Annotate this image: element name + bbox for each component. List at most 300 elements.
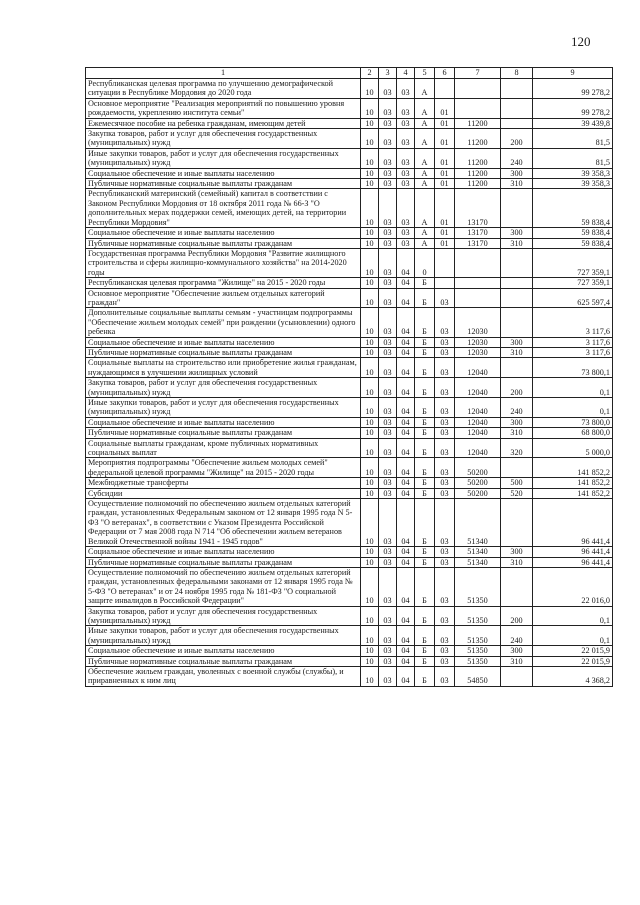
code-program: 04: [397, 606, 415, 626]
code-program: 03: [397, 189, 415, 228]
row-amount: 59 838,4: [533, 238, 613, 248]
row-description: Субсидии: [86, 488, 361, 498]
code-program: 03: [397, 98, 415, 118]
code-expense-type: 240: [501, 398, 533, 418]
code-expense-type: 310: [501, 347, 533, 357]
code-subsection: 03: [379, 248, 397, 277]
table-row: [86, 499, 613, 547]
code-subprogram: Б: [415, 488, 435, 498]
row-description: Социальное обеспечение и иные выплаты населению: [86, 417, 361, 427]
row-description: Публичные нормативные социальные выплаты гражданам: [86, 428, 361, 438]
code-program: 03: [397, 79, 415, 99]
table-row: [86, 118, 613, 128]
table-row: [86, 626, 613, 646]
row-description: Закупка товаров, работ и услуг для обеспечения государственных (муниципальных) нужд: [86, 606, 361, 626]
table-row: [86, 428, 613, 438]
code-expense-type: [501, 288, 533, 308]
row-description: Социальное обеспечение и иные выплаты населению: [86, 547, 361, 557]
code-direction: 11200: [455, 129, 501, 149]
row-description: Публичные нормативные социальные выплаты гражданам: [86, 347, 361, 357]
row-amount: 727 359,1: [533, 248, 613, 277]
code-direction: [455, 79, 501, 99]
row-amount: 727 359,1: [533, 278, 613, 288]
code-activity: 01: [435, 129, 455, 149]
code-direction: 50200: [455, 478, 501, 488]
code-activity: [435, 79, 455, 99]
code-direction: 13170: [455, 189, 501, 228]
code-expense-type: 300: [501, 646, 533, 656]
code-program: 04: [397, 347, 415, 357]
row-description: Государственная программа Республики Мордовия "Развитие жилищного строительства и сферы жилищно-коммунального хозяйства" на 2014-2020 годы: [86, 248, 361, 277]
code-subprogram: Б: [415, 308, 435, 337]
code-activity: 01: [435, 189, 455, 228]
column-header: 8: [501, 68, 533, 79]
code-subsection: 03: [379, 148, 397, 168]
code-program: 04: [397, 358, 415, 378]
row-amount: 141 852,2: [533, 458, 613, 478]
code-section: 10: [361, 179, 379, 189]
code-direction: 51340: [455, 547, 501, 557]
code-program: 03: [397, 148, 415, 168]
table-row: [86, 79, 613, 99]
table-row: [86, 458, 613, 478]
code-subprogram: А: [415, 228, 435, 238]
code-direction: 11200: [455, 179, 501, 189]
row-description: Основное мероприятие "Реализация мероприятий по повышению уровня рождаемости, укреплению института семьи": [86, 98, 361, 118]
code-expense-type: 310: [501, 656, 533, 666]
code-activity: 03: [435, 458, 455, 478]
code-expense-type: 240: [501, 626, 533, 646]
code-expense-type: [501, 79, 533, 99]
code-subsection: 03: [379, 168, 397, 178]
code-subprogram: Б: [415, 458, 435, 478]
table-row: [86, 358, 613, 378]
table-row: [86, 228, 613, 238]
code-program: 04: [397, 567, 415, 606]
code-subsection: 03: [379, 567, 397, 606]
code-activity: 03: [435, 656, 455, 666]
code-subprogram: А: [415, 189, 435, 228]
code-program: 04: [397, 417, 415, 427]
code-subsection: 03: [379, 666, 397, 686]
code-subsection: 03: [379, 308, 397, 337]
code-direction: 12030: [455, 347, 501, 357]
code-section: 10: [361, 228, 379, 238]
row-amount: 3 117,6: [533, 347, 613, 357]
code-subsection: 03: [379, 547, 397, 557]
code-expense-type: 310: [501, 238, 533, 248]
code-activity: 01: [435, 98, 455, 118]
code-section: 10: [361, 337, 379, 347]
code-activity: 03: [435, 398, 455, 418]
code-expense-type: 200: [501, 606, 533, 626]
code-activity: 03: [435, 347, 455, 357]
code-activity: 03: [435, 478, 455, 488]
code-subsection: 03: [379, 499, 397, 547]
code-subprogram: Б: [415, 438, 435, 458]
table-row: [86, 547, 613, 557]
code-subprogram: А: [415, 148, 435, 168]
code-subsection: 03: [379, 118, 397, 128]
row-amount: 141 852,2: [533, 488, 613, 498]
row-amount: 68 800,0: [533, 428, 613, 438]
code-program: 04: [397, 248, 415, 277]
code-section: 10: [361, 488, 379, 498]
code-expense-type: 310: [501, 428, 533, 438]
row-description: Обеспечение жильем граждан, уволенных с военной службы (службы), и приравненных к ним лиц: [86, 666, 361, 686]
code-direction: [455, 98, 501, 118]
code-program: 03: [397, 179, 415, 189]
code-direction: 51350: [455, 656, 501, 666]
code-subprogram: Б: [415, 666, 435, 686]
table-row: [86, 378, 613, 398]
code-direction: 12040: [455, 428, 501, 438]
code-section: 10: [361, 557, 379, 567]
row-amount: 141 852,2: [533, 478, 613, 488]
code-program: 04: [397, 499, 415, 547]
code-section: 10: [361, 606, 379, 626]
table-row: [86, 606, 613, 626]
column-header: 1: [86, 68, 361, 79]
code-section: 10: [361, 347, 379, 357]
row-description: Иные закупки товаров, работ и услуг для обеспечения государственных (муниципальных) нужд: [86, 626, 361, 646]
code-section: 10: [361, 358, 379, 378]
row-amount: 59 838,4: [533, 189, 613, 228]
code-direction: 12040: [455, 417, 501, 427]
code-expense-type: 240: [501, 148, 533, 168]
table-row: [86, 398, 613, 418]
column-header: 7: [455, 68, 501, 79]
code-activity: 01: [435, 228, 455, 238]
table-row: [86, 488, 613, 498]
code-subprogram: Б: [415, 567, 435, 606]
code-direction: 13170: [455, 238, 501, 248]
row-amount: 22 016,0: [533, 567, 613, 606]
code-subprogram: А: [415, 179, 435, 189]
row-amount: 0,1: [533, 378, 613, 398]
code-subsection: 03: [379, 488, 397, 498]
column-header: 3: [379, 68, 397, 79]
table-row: [86, 417, 613, 427]
code-section: 10: [361, 646, 379, 656]
code-direction: 51340: [455, 557, 501, 567]
code-program: 03: [397, 238, 415, 248]
code-section: 10: [361, 458, 379, 478]
code-expense-type: [501, 499, 533, 547]
code-program: 04: [397, 646, 415, 656]
column-header: 4: [397, 68, 415, 79]
row-description: Публичные нормативные социальные выплаты гражданам: [86, 179, 361, 189]
row-amount: 22 015,9: [533, 646, 613, 656]
row-amount: 81,5: [533, 148, 613, 168]
code-expense-type: [501, 458, 533, 478]
code-activity: 03: [435, 499, 455, 547]
code-activity: 03: [435, 417, 455, 427]
code-section: 10: [361, 168, 379, 178]
table-row: [86, 557, 613, 567]
code-activity: [435, 248, 455, 277]
code-section: 10: [361, 278, 379, 288]
table-row: [86, 337, 613, 347]
code-section: 10: [361, 79, 379, 99]
code-program: 04: [397, 288, 415, 308]
table-row: [86, 666, 613, 686]
code-activity: 01: [435, 179, 455, 189]
row-amount: 0,1: [533, 398, 613, 418]
code-program: 04: [397, 458, 415, 478]
code-expense-type: [501, 189, 533, 228]
code-program: 03: [397, 129, 415, 149]
code-activity: 03: [435, 547, 455, 557]
table-body: [86, 79, 613, 687]
row-amount: 59 838,4: [533, 228, 613, 238]
code-subprogram: Б: [415, 606, 435, 626]
row-description: Республиканская целевая программа по улучшению демографической ситуации в Республике Мордовия до 2020 года: [86, 79, 361, 99]
code-subprogram: А: [415, 238, 435, 248]
code-expense-type: 300: [501, 417, 533, 427]
row-description: Республиканская целевая программа "Жилище" на 2015 - 2020 годы: [86, 278, 361, 288]
table-row: [86, 98, 613, 118]
code-section: 10: [361, 666, 379, 686]
table-row: [86, 347, 613, 357]
code-subsection: 03: [379, 428, 397, 438]
code-program: 03: [397, 168, 415, 178]
row-amount: 96 441,4: [533, 499, 613, 547]
code-expense-type: 200: [501, 129, 533, 149]
code-subsection: 03: [379, 288, 397, 308]
row-amount: 4 368,2: [533, 666, 613, 686]
code-program: 04: [397, 488, 415, 498]
row-amount: 0,1: [533, 626, 613, 646]
code-activity: 01: [435, 148, 455, 168]
code-program: 04: [397, 666, 415, 686]
row-description: Иные закупки товаров, работ и услуг для обеспечения государственных (муниципальных) нужд: [86, 148, 361, 168]
code-direction: 13170: [455, 228, 501, 238]
code-direction: 54850: [455, 666, 501, 686]
code-program: 03: [397, 118, 415, 128]
table-row: [86, 646, 613, 656]
table-row: [86, 308, 613, 337]
row-amount: 39 358,3: [533, 168, 613, 178]
code-direction: 12040: [455, 378, 501, 398]
table-row: [86, 278, 613, 288]
code-section: 10: [361, 499, 379, 547]
code-expense-type: 300: [501, 547, 533, 557]
code-subsection: 03: [379, 458, 397, 478]
code-program: 04: [397, 557, 415, 567]
row-amount: 73 800,0: [533, 417, 613, 427]
row-description: Социальное обеспечение и иные выплаты населению: [86, 337, 361, 347]
code-activity: 03: [435, 557, 455, 567]
code-activity: 03: [435, 288, 455, 308]
code-activity: 03: [435, 646, 455, 656]
code-subsection: 03: [379, 79, 397, 99]
budget-table: [85, 67, 613, 687]
code-subsection: 03: [379, 398, 397, 418]
table-row: [86, 656, 613, 666]
code-activity: 01: [435, 168, 455, 178]
code-direction: 12040: [455, 358, 501, 378]
code-subprogram: А: [415, 168, 435, 178]
code-program: 04: [397, 478, 415, 488]
row-description: Закупка товаров, работ и услуг для обеспечения государственных (муниципальных) нужд: [86, 378, 361, 398]
code-section: 10: [361, 98, 379, 118]
code-program: 04: [397, 626, 415, 646]
code-subprogram: Б: [415, 646, 435, 656]
code-program: 04: [397, 278, 415, 288]
code-activity: 01: [435, 238, 455, 248]
code-direction: 51350: [455, 626, 501, 646]
code-section: 10: [361, 428, 379, 438]
code-subprogram: А: [415, 98, 435, 118]
code-activity: 03: [435, 488, 455, 498]
page-number: 120: [571, 34, 591, 49]
code-expense-type: [501, 567, 533, 606]
code-activity: 03: [435, 606, 455, 626]
row-amount: 81,5: [533, 129, 613, 149]
code-program: 04: [397, 428, 415, 438]
code-expense-type: 320: [501, 438, 533, 458]
code-direction: 51350: [455, 646, 501, 656]
code-subprogram: Б: [415, 547, 435, 557]
table-row: [86, 288, 613, 308]
code-section: 10: [361, 547, 379, 557]
table-row: [86, 478, 613, 488]
code-direction: 12040: [455, 398, 501, 418]
code-subsection: 03: [379, 129, 397, 149]
code-subsection: 03: [379, 626, 397, 646]
code-subsection: 03: [379, 478, 397, 488]
row-description: Социальные выплаты на строительство или приобретение жилья гражданам, нуждающимся в улучшении жилищных условий: [86, 358, 361, 378]
row-amount: 625 597,4: [533, 288, 613, 308]
code-section: 10: [361, 189, 379, 228]
row-description: Дополнительные социальные выплаты семьям - участницам подпрограммы "Обеспечение жильем молодых семей" при рождении (усыновлении) одного ребенка: [86, 308, 361, 337]
code-direction: 11200: [455, 148, 501, 168]
code-section: 10: [361, 148, 379, 168]
code-section: 10: [361, 129, 379, 149]
code-direction: 12040: [455, 438, 501, 458]
code-program: 04: [397, 308, 415, 337]
code-section: 10: [361, 626, 379, 646]
row-amount: 3 117,6: [533, 308, 613, 337]
code-expense-type: 310: [501, 179, 533, 189]
row-amount: 39 358,3: [533, 179, 613, 189]
code-subsection: 03: [379, 238, 397, 248]
code-activity: [435, 278, 455, 288]
column-header: 2: [361, 68, 379, 79]
code-subprogram: Б: [415, 428, 435, 438]
code-expense-type: [501, 98, 533, 118]
code-subprogram: Б: [415, 626, 435, 646]
code-direction: 11200: [455, 168, 501, 178]
code-direction: 12030: [455, 337, 501, 347]
code-subprogram: Б: [415, 398, 435, 418]
table-row: [86, 168, 613, 178]
code-program: 04: [397, 656, 415, 666]
code-subsection: 03: [379, 179, 397, 189]
code-subprogram: Б: [415, 347, 435, 357]
table-row: [86, 248, 613, 277]
code-expense-type: [501, 248, 533, 277]
code-expense-type: [501, 666, 533, 686]
row-amount: 99 278,2: [533, 98, 613, 118]
row-description: Осуществление полномочий по обеспечению жильем отдельных категорий граждан, установленных Федеральным законом от 12 января 1995 года N 5-ФЗ "О ветеранах", в соответствии с Указом Президента Российской Федерации от 7 мая 2008 года N 714 "Об обеспечении жильем ветеранов Великой Отечественной войны 1941 - 1945 годов": [86, 499, 361, 547]
code-subprogram: Б: [415, 378, 435, 398]
row-description: Социальное обеспечение и иные выплаты населению: [86, 646, 361, 656]
code-direction: [455, 248, 501, 277]
code-section: 10: [361, 438, 379, 458]
code-expense-type: [501, 308, 533, 337]
code-program: 04: [397, 378, 415, 398]
code-section: 10: [361, 288, 379, 308]
code-subprogram: Б: [415, 478, 435, 488]
code-subprogram: Б: [415, 337, 435, 347]
code-program: 04: [397, 337, 415, 347]
code-expense-type: [501, 278, 533, 288]
code-subsection: 03: [379, 278, 397, 288]
code-expense-type: 310: [501, 557, 533, 567]
code-expense-type: 520: [501, 488, 533, 498]
row-description: Межбюджетные трансферты: [86, 478, 361, 488]
code-subsection: 03: [379, 557, 397, 567]
code-program: 04: [397, 438, 415, 458]
row-description: Публичные нормативные социальные выплаты гражданам: [86, 656, 361, 666]
table-row: [86, 238, 613, 248]
row-description: Публичные нормативные социальные выплаты гражданам: [86, 238, 361, 248]
code-expense-type: [501, 358, 533, 378]
code-section: 10: [361, 398, 379, 418]
code-subsection: 03: [379, 656, 397, 666]
code-direction: 11200: [455, 118, 501, 128]
row-amount: 5 000,0: [533, 438, 613, 458]
row-amount: 96 441,4: [533, 547, 613, 557]
code-subprogram: Б: [415, 288, 435, 308]
code-subsection: 03: [379, 228, 397, 238]
code-subsection: 03: [379, 417, 397, 427]
code-direction: 50200: [455, 488, 501, 498]
code-section: 10: [361, 238, 379, 248]
code-subprogram: А: [415, 79, 435, 99]
code-expense-type: 500: [501, 478, 533, 488]
code-subprogram: Б: [415, 557, 435, 567]
code-direction: 51350: [455, 606, 501, 626]
row-description: Основное мероприятие "Обеспечение жильем отдельных категорий граждан": [86, 288, 361, 308]
column-header: 6: [435, 68, 455, 79]
row-description: Ежемесячное пособие на ребенка гражданам, имеющим детей: [86, 118, 361, 128]
table-row: [86, 438, 613, 458]
row-amount: 73 800,1: [533, 358, 613, 378]
row-description: Публичные нормативные социальные выплаты гражданам: [86, 557, 361, 567]
code-section: 10: [361, 656, 379, 666]
table-row: [86, 179, 613, 189]
row-amount: 3 117,6: [533, 337, 613, 347]
code-section: 10: [361, 417, 379, 427]
row-amount: 0,1: [533, 606, 613, 626]
code-subsection: 03: [379, 606, 397, 626]
row-description: Иные закупки товаров, работ и услуг для обеспечения государственных (муниципальных) нужд: [86, 398, 361, 418]
table-row: [86, 148, 613, 168]
code-activity: 03: [435, 308, 455, 337]
row-description: Республиканский материнский (семейный) капитал в соответствии с Законом Республики Мордовия от 18 октября 2011 года № 66-З "О дополнительных мерах поддержки семей, имеющих детей, на территории Республики Мордовия": [86, 189, 361, 228]
code-expense-type: 300: [501, 228, 533, 238]
code-expense-type: 200: [501, 378, 533, 398]
row-description: Мероприятия подпрограммы "Обеспечение жильем молодых семей" федеральной целевой программы "Жилище" на 2015 - 2020 годы: [86, 458, 361, 478]
code-activity: 03: [435, 666, 455, 686]
code-activity: 03: [435, 428, 455, 438]
code-subsection: 03: [379, 347, 397, 357]
code-activity: 03: [435, 567, 455, 606]
column-header: 5: [415, 68, 435, 79]
